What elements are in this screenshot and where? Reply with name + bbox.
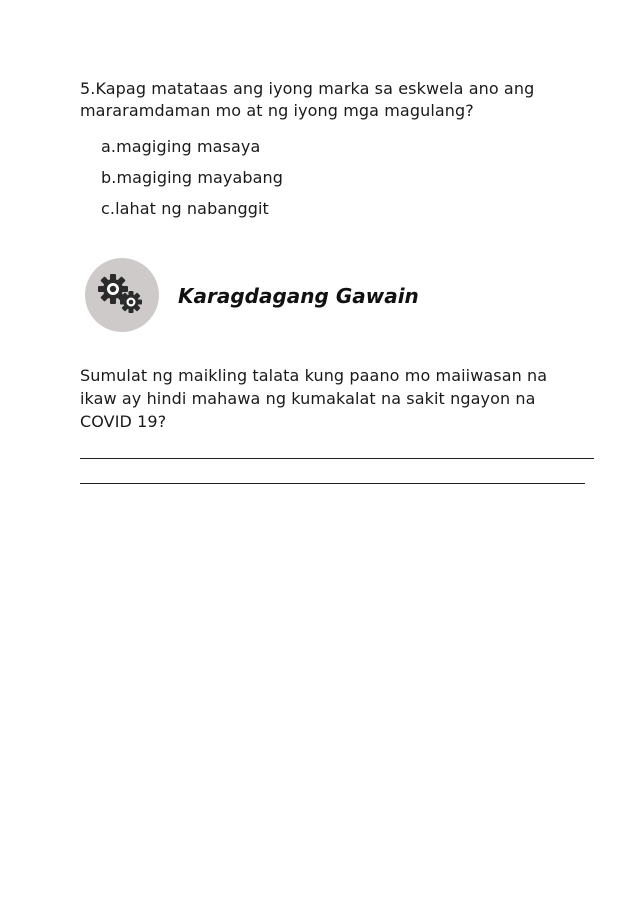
option-a: a.magiging masaya bbox=[101, 137, 261, 156]
option-b: b.magiging mayabang bbox=[101, 168, 284, 187]
prompt-line-1: Sumulat ng maikling talata kung paano mo maiiwasan na bbox=[80, 366, 548, 385]
answer-line bbox=[80, 458, 594, 459]
prompt-line-3: COVID 19? bbox=[80, 412, 167, 431]
option-c: c.lahat ng nabanggit bbox=[101, 199, 269, 218]
question-line-1: 5.Kapag matataas ang iyong marka sa eskwela ano ang bbox=[80, 79, 535, 98]
answer-line bbox=[80, 483, 585, 484]
question-line-2: mararamdaman mo at ng iyong mga magulang? bbox=[80, 101, 474, 120]
gears-icon-badge bbox=[85, 258, 159, 332]
gears-icon bbox=[85, 258, 159, 332]
prompt-line-2: ikaw ay hindi mahawa ng kumakalat na sakit ngayon na bbox=[80, 389, 536, 408]
section-title: Karagdagang Gawain bbox=[178, 284, 419, 308]
